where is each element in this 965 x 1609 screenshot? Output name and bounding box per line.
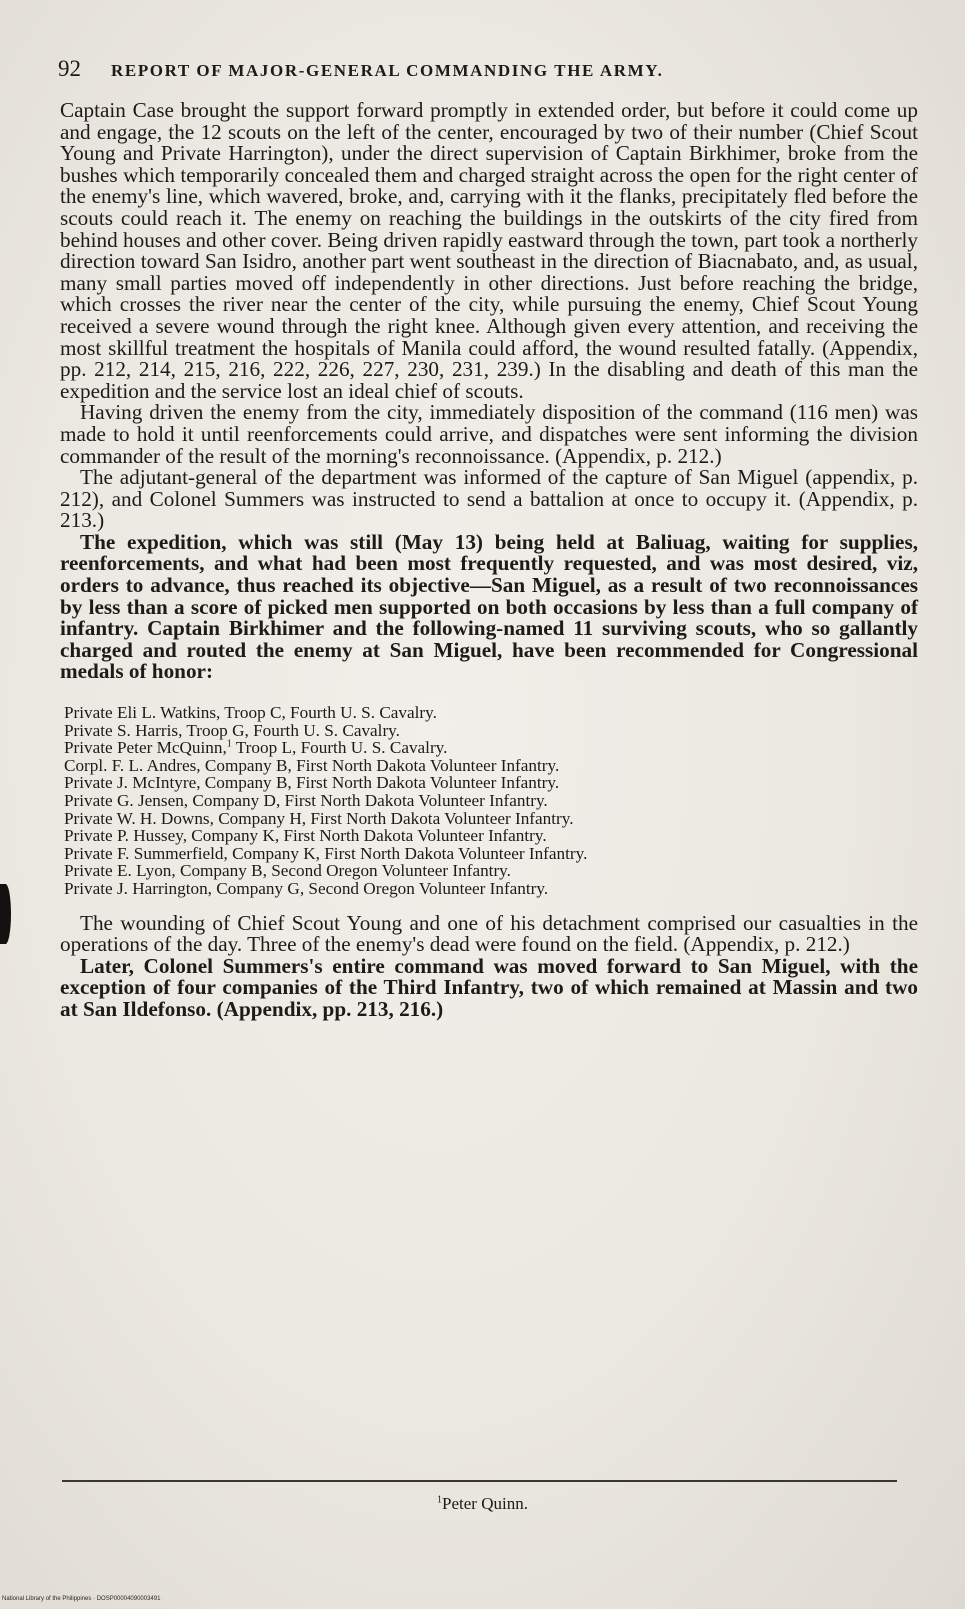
scan-credit: National Library of the Philippines · DOSP00004090003491 bbox=[2, 1596, 161, 1602]
list-item: Private F. Summerfield, Company K, First North Dakota Volunteer Infantry. bbox=[64, 843, 588, 863]
running-head: REPORT OF MAJOR-GENERAL COMMANDING THE ARMY. bbox=[111, 61, 664, 80]
list-item-unit: Troop L, Fourth U. S. Cavalry. bbox=[235, 738, 448, 758]
list-item: Private J. McIntyre, Company B, First North Dakota Volunteer Infantry. bbox=[64, 773, 560, 793]
page-number: 92 bbox=[58, 56, 81, 81]
page-body bbox=[60, 100, 918, 1021]
paragraph-6: Later, Colonel Summers's entire command was moved forward to San Miguel, with the exception of four companies of the Third Infantry, two of which remained at Massin and two at San Ildefonso. (Appendix, pp. 213, 216.) bbox=[60, 953, 918, 1021]
paragraph-1: Captain Case brought the support forward promptly in extended order, but before it could come up and engage, the 12 scouts on the left of the center, encouraged by two of their number (Chief Scout Young and Private Harrington), under the direct supervision of Captain Birkhimer, broke from the bushes which temporarily concealed them and charged straight across the open for the right center of the enemy's line, which wavered, broke, and, carrying with it the flanks, precipitately fled before the scouts could reach it. The enemy on reaching the buildings in the outskirts of the city fired from behind houses and other cover. Being driven rapidly eastward through the town, part took a northerly direction toward San Isidro, another part went southeast in the direction of Biacnabato, and, as usual, many small parties moved off independently in other directions. Just before reaching the bridge, which crosses the river near the center of the city, while pursuing the enemy, Chief Scout Young received a severe wound through the right knee. Although given every attention, and receiving the most skillful treatment the hospitals of Manila could afford, the wound resulted fatally. (Appendix, pp. 212, 214, 215, 216, 222, 226, 227, 230, 231, 239.) In the disabling and death of this man the expedition and the service lost an ideal chief of scouts. bbox=[60, 98, 918, 403]
list-item: Private W. H. Downs, Company H, First North Dakota Volunteer Infantry. bbox=[64, 808, 574, 828]
paragraph-4: The expedition, which was still (May 13) being held at Baliuag, waiting for supplies, reenforcements, and what had been most frequently requested, and was most desired, viz, orders to advance, thus reached its objective—San Miguel, as a result of two reconnoissances by less than a score of picked men supported on both occasions by less than a full company of infantry. Captain Birkhimer and the following-named 11 surviving scouts, who so gallantly charged and routed the enemy at San Miguel, have been recommended for Congressional medals of honor: bbox=[60, 529, 918, 684]
list-item: Private J. Harrington, Company G, Second Oregon Volunteer Infantry. bbox=[64, 878, 549, 898]
footnote bbox=[0, 1494, 965, 1514]
list-item bbox=[64, 739, 918, 757]
paragraph-2: Having driven the enemy from the city, immediately disposition of the command (116 men) was made to hold it until reenforcements could arrive, and dispatches were sent informing the division commander of the result of the morning's reconnoissance. (Appendix, p. 212.) bbox=[60, 400, 918, 468]
list-item: Private Eli L. Watkins, Troop C, Fourth U. S. Cavalry. bbox=[64, 703, 437, 723]
footnote-rule bbox=[62, 1480, 897, 1482]
list-item: Private E. Lyon, Company B, Second Oregon Volunteer Infantry. bbox=[64, 861, 511, 881]
list-item-name: Private Peter McQuinn, bbox=[64, 738, 227, 758]
list-item: Private S. Harris, Troop G, Fourth U. S. Cavalry. bbox=[64, 720, 400, 740]
page-header bbox=[58, 56, 918, 82]
list-item: Corpl. F. L. Andres, Company B, First North Dakota Volunteer Infantry. bbox=[64, 755, 560, 775]
footnote-marker: 1 bbox=[437, 1494, 443, 1506]
list-item: Private P. Hussey, Company K, First North Dakota Volunteer Infantry. bbox=[64, 826, 547, 846]
footnote-marker: 1 bbox=[226, 738, 232, 750]
footnote-text: Peter Quinn. bbox=[442, 1494, 528, 1513]
list-item: Private G. Jensen, Company D, First North Dakota Volunteer Infantry. bbox=[64, 791, 548, 810]
ink-blot-mark bbox=[0, 884, 11, 944]
medal-of-honor-list bbox=[64, 704, 918, 898]
paragraph-5: The wounding of Chief Scout Young and one of his detachment comprised our casualties in the operations of the day. Three of the enemy's dead were found on the field. (Appendix, p. 212.) bbox=[60, 910, 918, 957]
paragraph-3: The adjutant-general of the department was informed of the capture of San Miguel (appendix, p. 212), and Colonel Summers was instructed to send a battalion at once to occupy it. (Appendix, p. 213.) bbox=[60, 465, 918, 533]
